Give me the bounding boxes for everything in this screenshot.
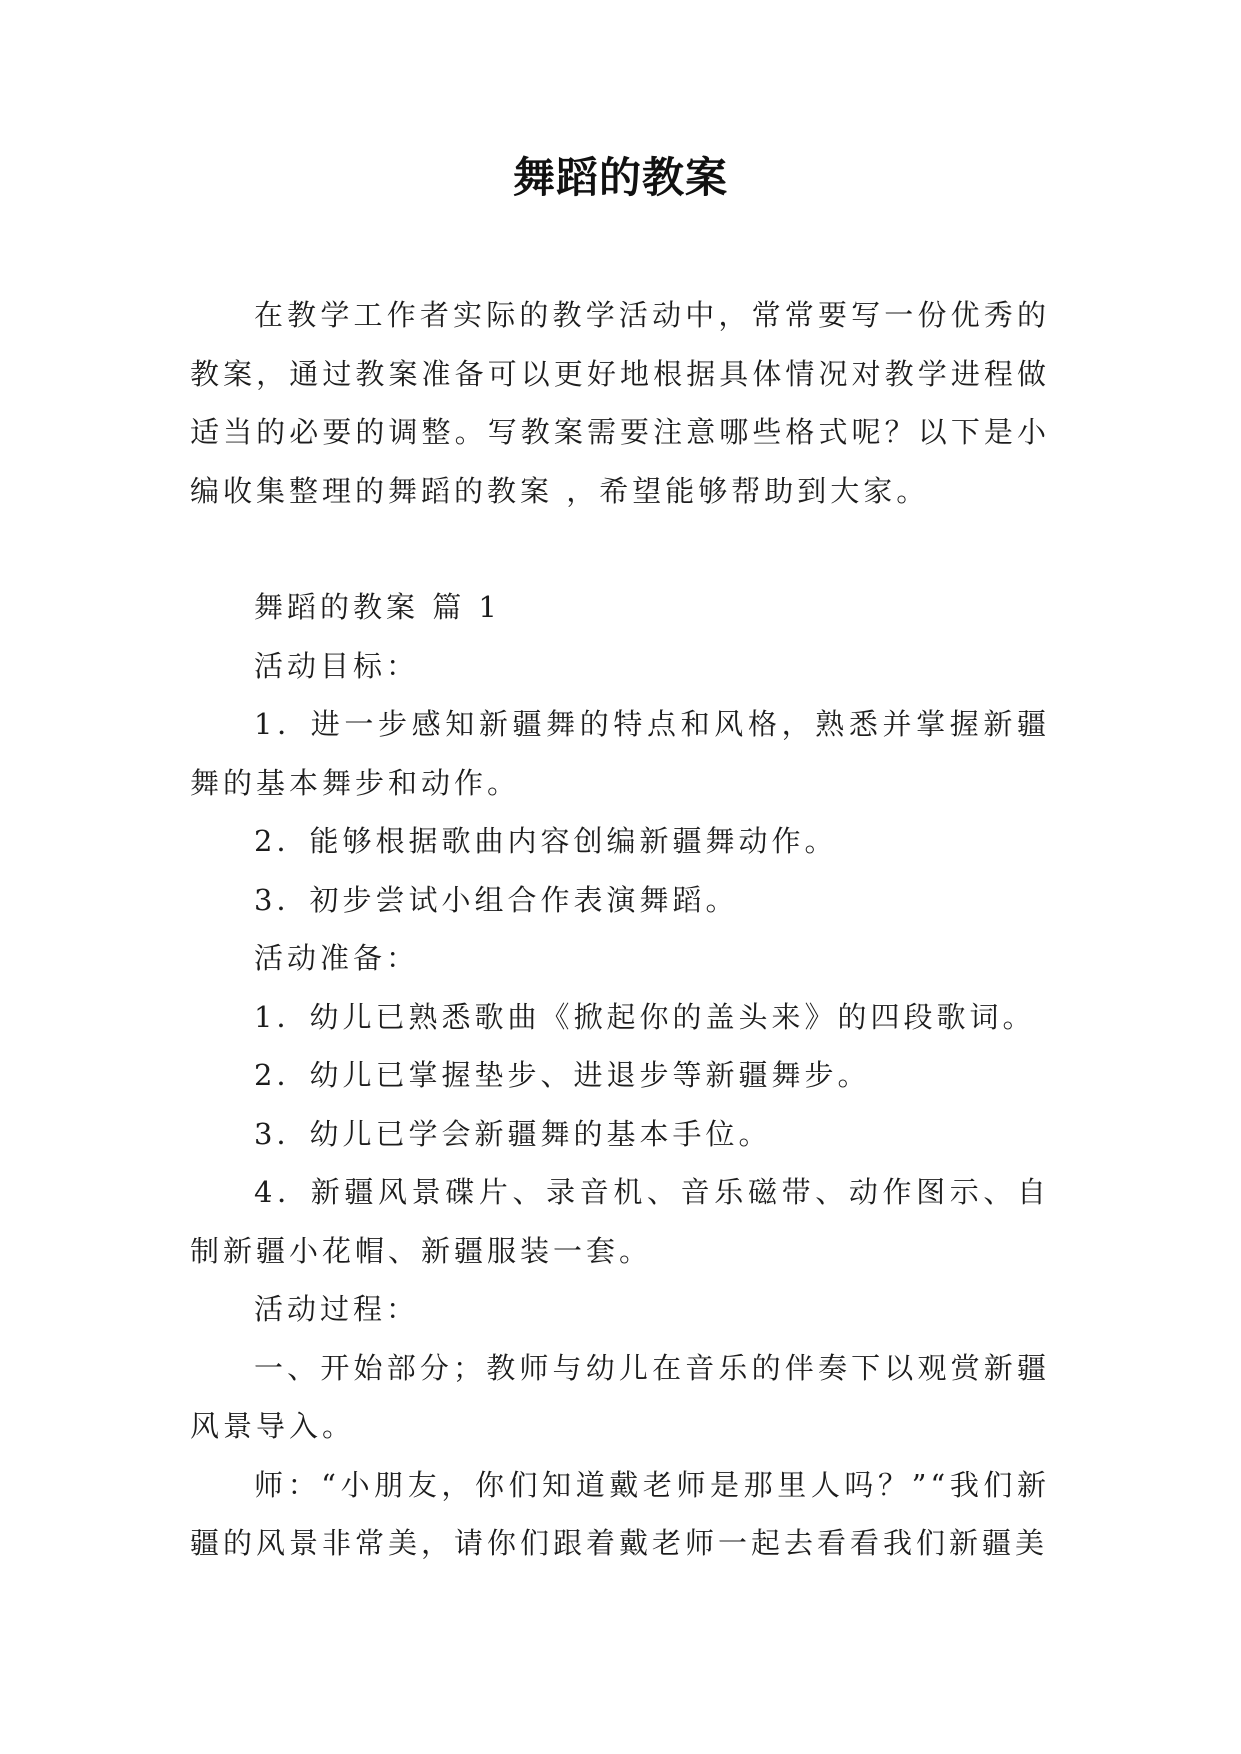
intro-paragraph: 在教学工作者实际的教学活动中，常常要写一份优秀的教案，通过教案准备可以更好地根据具体情况对教学进程做适当的必要的调整。写教案需要注意哪些格式呢？以下是小编收集整理的舞蹈的教案 ，希望能够帮助到大家。 — [190, 298, 1050, 508]
preparation-item: 1．幼儿已熟悉歌曲《掀起你的盖头来》的四段歌词。 — [254, 999, 1036, 1034]
intro-block — [190, 286, 1050, 520]
preparation-heading: 活动准备： — [254, 941, 420, 975]
goal-item: 3．初步尝试小组合作表演舞蹈。 — [254, 882, 739, 917]
content-block — [190, 578, 1050, 1573]
preparation-item: 2．幼儿已掌握垫步、进退步等新疆舞步。 — [254, 1058, 871, 1092]
process-heading: 活动过程： — [254, 1292, 420, 1326]
preparation-item: 3．幼儿已学会新疆舞的基本手位。 — [254, 1116, 772, 1151]
preparation-item: 4．新疆风景碟片、录音机、音乐磁带、动作图示、自制新疆小花帽、新疆服装一套。 — [190, 1175, 1050, 1268]
goal-item: 1．进一步感知新疆舞的特点和风格，熟悉并掌握新疆舞的基本舞步和动作。 — [190, 707, 1050, 800]
process-paragraph: 师：“小朋友，你们知道戴老师是那里人吗？”“我们新疆的风景非常美，请你们跟着戴老师一起去看看我们新疆美 — [190, 1467, 1050, 1560]
document-title: 舞蹈的教案 — [512, 153, 728, 202]
section-heading: 舞蹈的教案 篇 1 — [254, 590, 501, 624]
goals-heading: 活动目标： — [254, 648, 420, 683]
goal-item: 2．能够根据歌曲内容创编新疆舞动作。 — [254, 824, 838, 858]
process-paragraph: 一、开始部分；教师与幼儿在音乐的伴奏下以观赏新疆风景导入。 — [190, 1350, 1050, 1443]
